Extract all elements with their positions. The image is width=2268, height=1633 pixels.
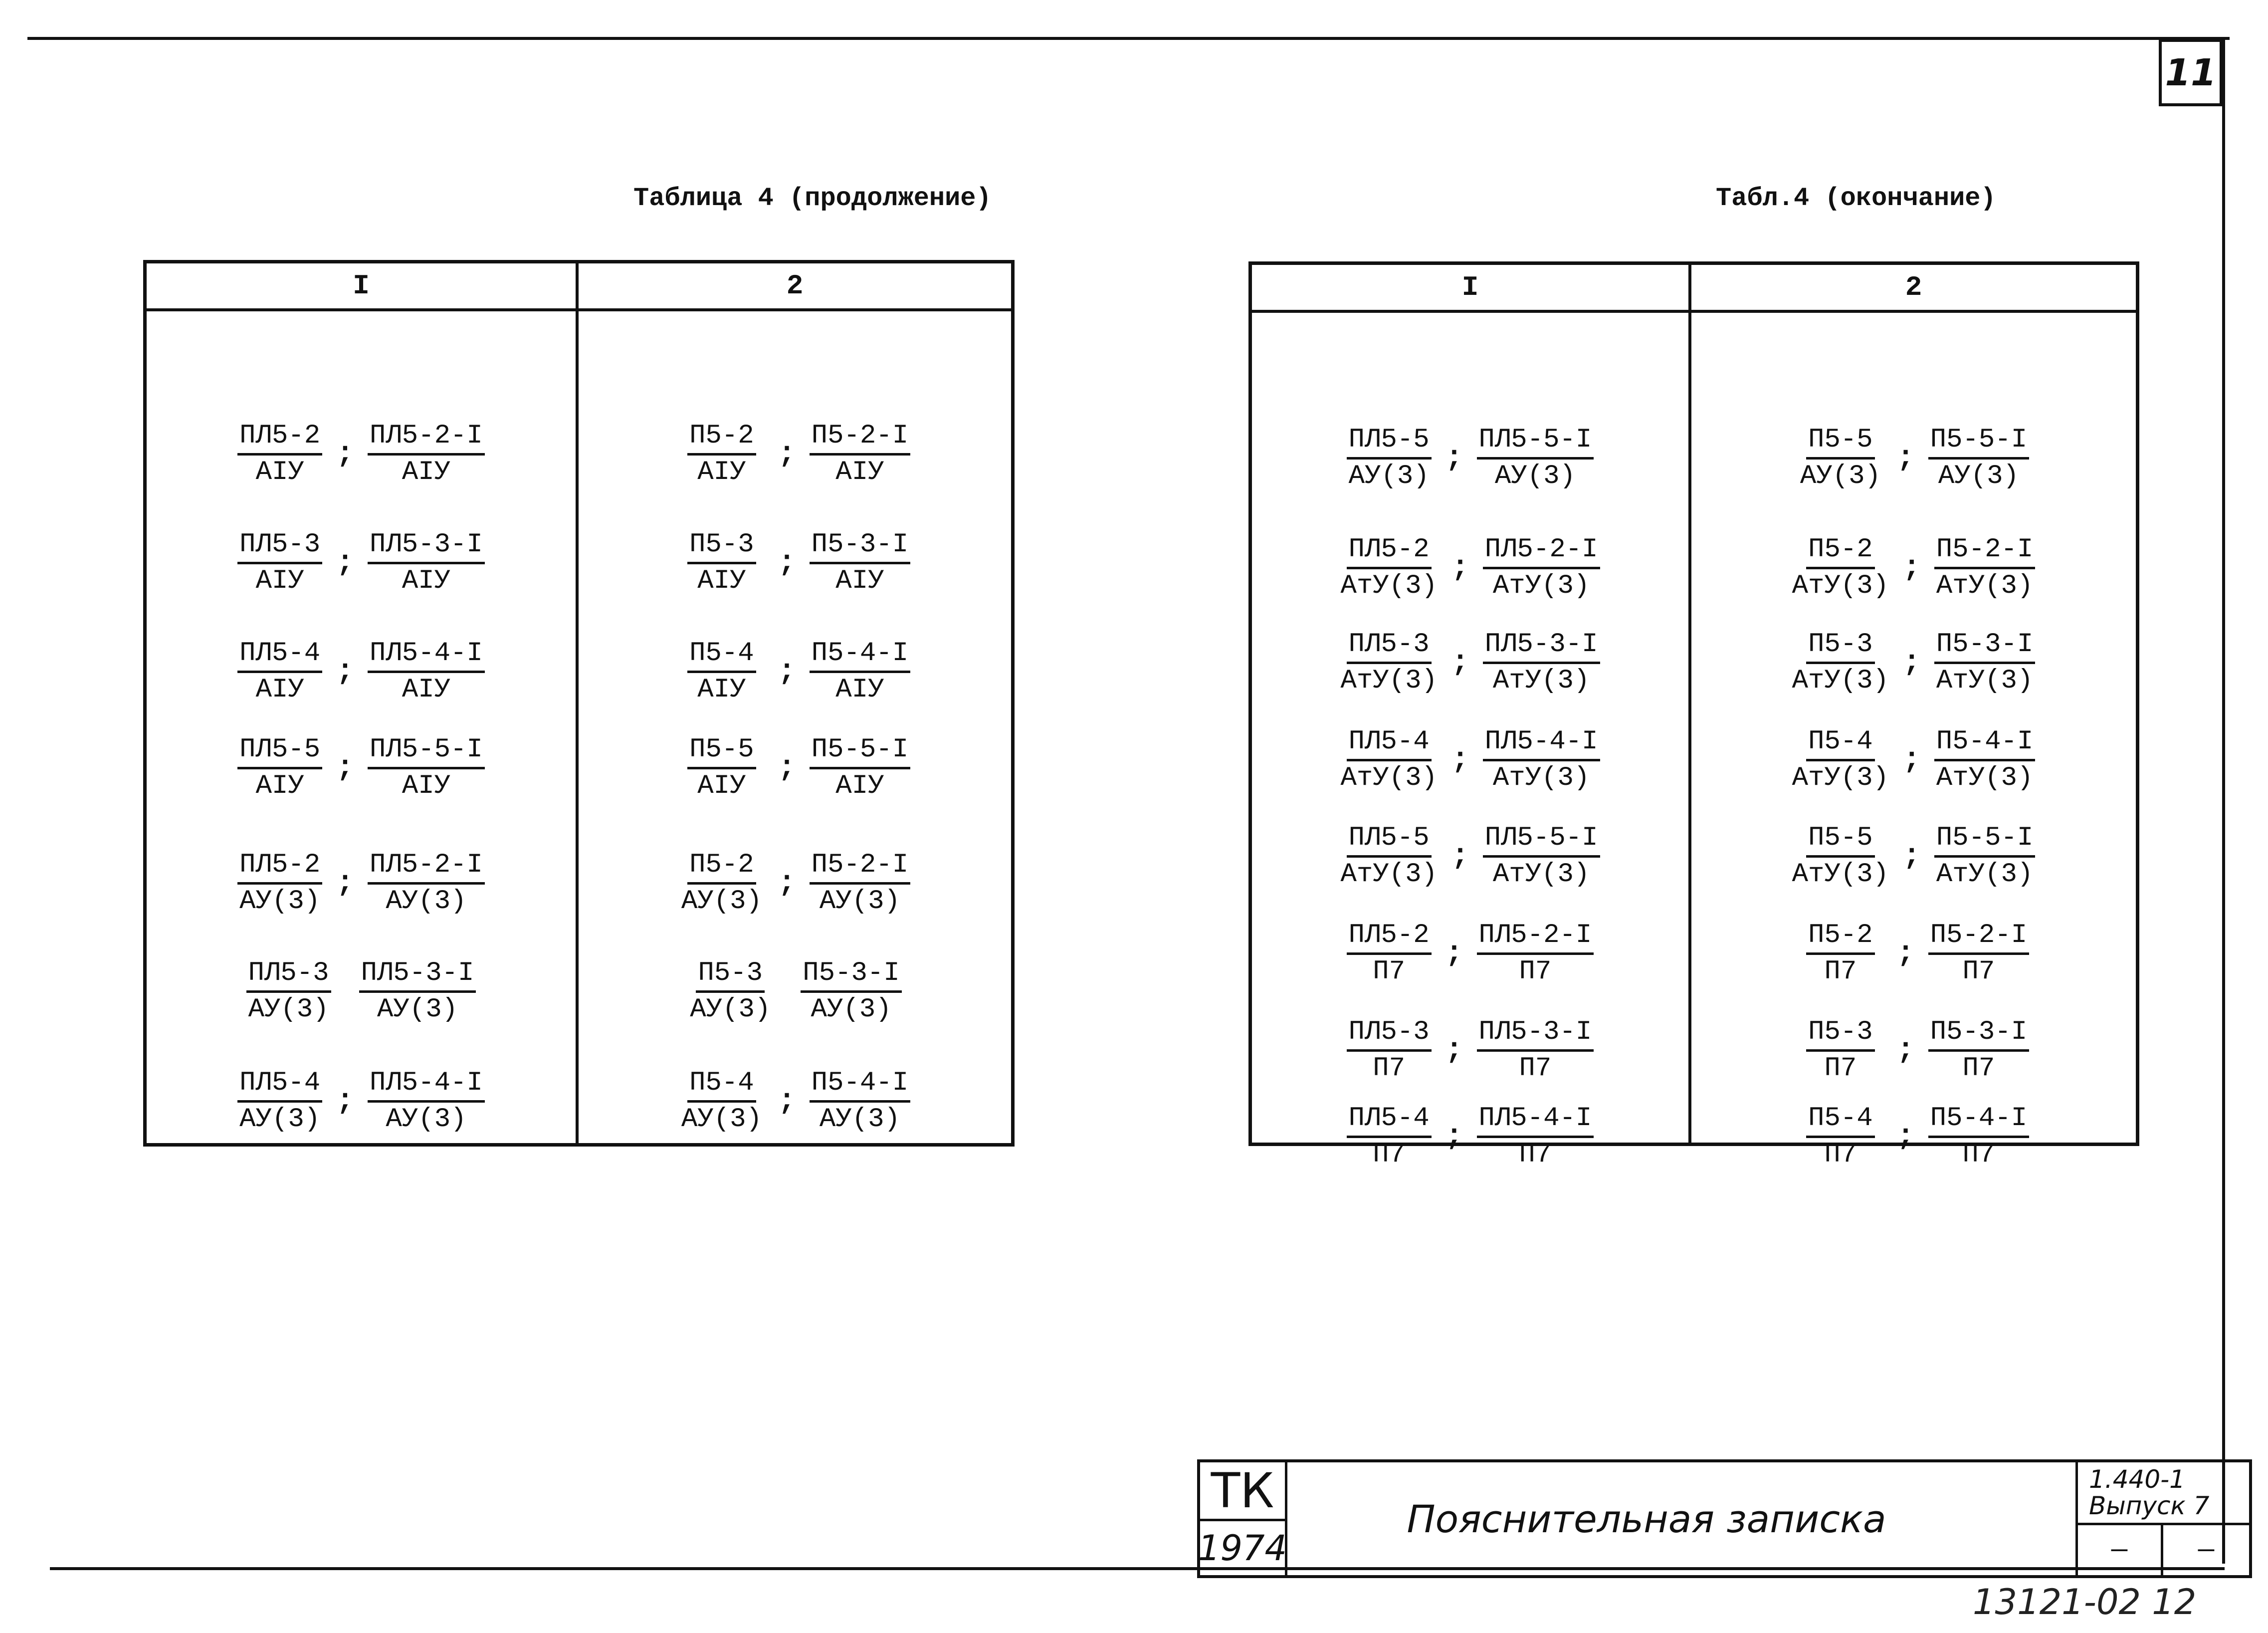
fraction-numerator: П5-3 — [1806, 1017, 1875, 1052]
fraction-denominator: АIУ — [402, 457, 451, 488]
mark-fraction — [1928, 425, 2029, 492]
fraction-numerator: ПЛ5-4 — [1347, 727, 1432, 761]
fraction-denominator: АтУ(3) — [1792, 666, 1889, 697]
mark-fraction — [1483, 535, 1600, 602]
fraction-numerator: ПЛ5-4-I — [368, 1068, 485, 1103]
mark-pair — [1691, 425, 2136, 492]
separator: ; — [1896, 1121, 1914, 1154]
fraction-denominator: П7 — [1962, 1053, 1995, 1084]
mark-pair — [579, 958, 1011, 1025]
separator: ; — [336, 547, 354, 580]
separator: ; — [336, 867, 354, 900]
fraction-numerator: П5-2-I — [810, 850, 910, 885]
fraction-denominator: АIУ — [697, 771, 746, 802]
mark-fraction — [679, 639, 764, 705]
separator: ; — [1896, 937, 1914, 970]
org-stamp: ТК — [1200, 1462, 1287, 1521]
mark-fraction — [1928, 1017, 2029, 1084]
fraction-numerator: П5-5 — [687, 735, 756, 769]
mark-fraction — [1483, 823, 1600, 890]
fraction-numerator: ПЛ5-4 — [237, 1068, 322, 1103]
fraction-numerator: ПЛ5-5-I — [1477, 425, 1594, 460]
mark-pair — [1252, 1017, 1688, 1084]
fraction-numerator: П5-4-I — [1934, 727, 2035, 761]
fraction-numerator: П5-4 — [1806, 727, 1875, 761]
sheet-cell-b: — — [2198, 1535, 2215, 1566]
fraction-denominator: АУ(3) — [386, 1104, 467, 1135]
fraction-denominator: АIУ — [255, 675, 304, 705]
mark-fraction — [1798, 425, 1883, 492]
fraction-denominator: АIУ — [255, 566, 304, 597]
mark-fraction — [810, 639, 910, 705]
fraction-denominator: АIУ — [255, 457, 304, 488]
mark-fraction — [1483, 727, 1600, 794]
fraction-denominator: АтУ(3) — [1936, 666, 2034, 697]
mark-pair — [1691, 1017, 2136, 1084]
fraction-numerator: П5-4-I — [810, 639, 910, 673]
mark-pair — [1691, 823, 2136, 890]
mark-pair — [1691, 727, 2136, 794]
left-table — [143, 260, 1015, 1147]
fraction-numerator: П5-2-I — [1928, 921, 2029, 955]
mark-pair — [1252, 921, 1688, 987]
mark-fraction — [237, 421, 322, 488]
fraction-denominator: АтУ(3) — [1936, 571, 2034, 602]
fraction-denominator: П7 — [1373, 956, 1406, 987]
separator: ; — [336, 656, 354, 689]
mark-fraction — [1347, 1017, 1432, 1084]
fraction-denominator: АIУ — [402, 771, 451, 802]
fraction-denominator: АтУ(3) — [1340, 571, 1438, 602]
fraction-denominator: АтУ(3) — [1792, 571, 1889, 602]
fraction-numerator: ПЛ5-5 — [237, 735, 322, 769]
mark-pair — [1691, 630, 2136, 697]
fraction-numerator: П5-2-I — [1934, 535, 2035, 569]
fraction-denominator: П7 — [1519, 1053, 1552, 1084]
mark-fraction — [810, 530, 910, 597]
document-code: 1.440-1 — [2089, 1465, 2185, 1494]
mark-fraction — [1928, 1104, 2029, 1170]
fraction-denominator: АтУ(3) — [1792, 859, 1889, 890]
mark-fraction — [368, 421, 485, 488]
fraction-denominator: П7 — [1373, 1053, 1406, 1084]
mark-pair — [579, 639, 1011, 705]
mark-fraction — [246, 958, 331, 1025]
right-table-caption: Табл.4 (окончание) — [1716, 184, 1996, 213]
separator: ; — [1445, 442, 1463, 475]
mark-pair — [1691, 1104, 2136, 1170]
fraction-numerator: ПЛ5-4-I — [1483, 727, 1600, 761]
fraction-denominator: АУ(3) — [239, 886, 321, 917]
separator: ; — [1451, 744, 1469, 777]
fraction-numerator: ПЛ5-3-I — [368, 530, 485, 564]
fraction-denominator: АтУ(3) — [1492, 571, 1590, 602]
separator: ; — [1903, 647, 1920, 680]
mark-fraction — [1792, 630, 1889, 697]
year-stamp: 1974 — [1200, 1521, 1287, 1575]
fraction-numerator: ПЛ5-2-I — [368, 421, 485, 456]
fraction-denominator: П7 — [1373, 1140, 1406, 1170]
top-frame-line — [27, 37, 2230, 40]
mark-fraction — [1483, 630, 1600, 697]
mark-fraction — [1934, 535, 2035, 602]
fraction-numerator: ПЛ5-3 — [1347, 1017, 1432, 1052]
fraction-denominator: АтУ(3) — [1340, 859, 1438, 890]
fraction-denominator: АУ(3) — [819, 1104, 900, 1135]
fraction-numerator: ПЛ5-3 — [246, 958, 331, 993]
fraction-numerator: П5-5 — [1806, 425, 1875, 460]
mark-fraction — [368, 1068, 485, 1135]
mark-fraction — [1340, 535, 1437, 602]
code-box — [2075, 1462, 2249, 1525]
mark-fraction — [1792, 727, 1889, 794]
separator: ; — [336, 438, 354, 471]
mark-fraction — [237, 1068, 322, 1135]
mark-fraction — [810, 1068, 910, 1135]
fraction-numerator: ПЛ5-4-I — [1477, 1104, 1594, 1138]
separator: ; — [778, 656, 796, 689]
separator: ; — [1896, 442, 1914, 475]
mark-fraction — [688, 958, 773, 1025]
mark-pair — [579, 421, 1011, 488]
fraction-denominator: АIУ — [835, 771, 884, 802]
fraction-numerator: П5-2 — [1806, 921, 1875, 955]
fraction-denominator: АУ(3) — [248, 994, 329, 1025]
mark-fraction — [368, 639, 485, 705]
separator: ; — [778, 438, 796, 471]
fraction-numerator: ПЛ5-2-I — [1477, 921, 1594, 955]
separator: ; — [1903, 840, 1920, 873]
fraction-numerator: П5-2 — [687, 850, 756, 885]
mark-fraction — [1928, 921, 2029, 987]
mark-pair — [147, 639, 576, 705]
mark-fraction — [1477, 1104, 1594, 1170]
mark-fraction — [368, 735, 485, 802]
fraction-numerator: ПЛ5-3-I — [1483, 630, 1600, 664]
fraction-numerator: П5-3-I — [801, 958, 901, 993]
mark-fraction — [237, 639, 322, 705]
fraction-denominator: П7 — [1962, 1140, 1995, 1170]
mark-fraction — [679, 1068, 764, 1135]
mark-fraction — [1798, 1104, 1883, 1170]
mark-pair — [147, 735, 576, 802]
fraction-denominator: АIУ — [402, 566, 451, 597]
separator: ; — [1451, 647, 1469, 680]
fraction-denominator: АУ(3) — [1938, 461, 2019, 492]
fraction-denominator: АIУ — [697, 566, 746, 597]
mark-fraction — [1347, 1104, 1432, 1170]
document-title: Пояснительная записка — [1407, 1496, 1886, 1541]
mark-fraction — [679, 421, 764, 488]
fraction-denominator: АУ(3) — [386, 886, 467, 917]
fraction-numerator: П5-2-I — [810, 421, 910, 456]
fraction-denominator: АIУ — [835, 457, 884, 488]
fraction-denominator: АУ(3) — [1494, 461, 1576, 492]
sheet-cell-a: — — [2075, 1525, 2163, 1575]
fraction-numerator: ПЛ5-4 — [237, 639, 322, 673]
mark-pair — [1691, 921, 2136, 987]
separator: ; — [1896, 1034, 1914, 1067]
fraction-numerator: П5-2 — [687, 421, 756, 456]
fraction-numerator: ПЛ5-2-I — [1483, 535, 1600, 569]
fraction-denominator: П7 — [1962, 956, 1995, 987]
mark-pair — [579, 1068, 1011, 1135]
fraction-numerator: П5-4-I — [1928, 1104, 2029, 1138]
separator: ; — [336, 1085, 354, 1118]
fraction-denominator: АIУ — [255, 771, 304, 802]
separator: ; — [1451, 840, 1469, 873]
mark-fraction — [1347, 921, 1432, 987]
fraction-numerator: П5-5 — [1806, 823, 1875, 858]
fraction-numerator: П5-3 — [1806, 630, 1875, 664]
separator: ; — [1445, 1034, 1463, 1067]
fraction-denominator: АтУ(3) — [1340, 763, 1438, 794]
fraction-numerator: ПЛ5-5-I — [368, 735, 485, 769]
mark-pair — [147, 958, 576, 1025]
mark-fraction — [810, 850, 910, 917]
mark-fraction — [1477, 1017, 1594, 1084]
mark-fraction — [368, 530, 485, 597]
mark-pair — [579, 735, 1011, 802]
fraction-denominator: АУ(3) — [239, 1104, 321, 1135]
fraction-denominator: П7 — [1824, 956, 1857, 987]
mark-pair — [147, 850, 576, 917]
separator: ; — [1903, 552, 1920, 585]
title-block — [1197, 1459, 2252, 1578]
separator: ; — [778, 1085, 796, 1118]
separator: ; — [778, 547, 796, 580]
mark-pair — [1252, 425, 1688, 492]
mark-fraction — [1792, 823, 1889, 890]
fraction-denominator: АтУ(3) — [1492, 859, 1590, 890]
left-table-caption: Таблица 4 (продолжение) — [633, 184, 992, 213]
fraction-numerator: ПЛ5-2 — [1347, 535, 1432, 569]
fraction-denominator: АIУ — [835, 675, 884, 705]
mark-fraction — [1798, 1017, 1883, 1084]
fraction-numerator: П5-4 — [687, 1068, 756, 1103]
fraction-denominator: АтУ(3) — [1936, 859, 2034, 890]
fraction-denominator: АУ(3) — [681, 1104, 762, 1135]
fraction-denominator: АIУ — [402, 675, 451, 705]
left-table-col-2 — [576, 263, 1011, 1143]
issue-number: Выпуск 7 — [2089, 1491, 2210, 1520]
fraction-denominator: АУ(3) — [811, 994, 892, 1025]
fraction-numerator: ПЛ5-2 — [237, 850, 322, 885]
right-frame-line — [2222, 37, 2225, 1564]
mark-pair — [1252, 630, 1688, 697]
separator: ; — [1903, 744, 1920, 777]
right-table-col-2 — [1688, 265, 2136, 1170]
mark-pair — [1252, 535, 1688, 602]
mark-fraction — [237, 735, 322, 802]
fraction-numerator: П5-4 — [1806, 1104, 1875, 1138]
fraction-denominator: АтУ(3) — [1936, 763, 2034, 794]
separator: ; — [1445, 937, 1463, 970]
right-table-col-1 — [1252, 265, 1688, 1170]
fraction-numerator: П5-3 — [696, 958, 765, 993]
mark-fraction — [810, 735, 910, 802]
left-table-col-1 — [147, 263, 576, 1143]
fraction-denominator: АIУ — [697, 457, 746, 488]
fraction-numerator: П5-5-I — [1928, 425, 2029, 460]
mark-fraction — [1934, 823, 2035, 890]
fraction-denominator: АтУ(3) — [1492, 666, 1590, 697]
mark-fraction — [1347, 425, 1432, 492]
mark-fraction — [1477, 921, 1594, 987]
mark-pair — [1252, 823, 1688, 890]
fraction-numerator: ПЛ5-3 — [1347, 630, 1432, 664]
fraction-denominator: АIУ — [697, 675, 746, 705]
column-header: 2 — [579, 263, 1011, 311]
mark-fraction — [1792, 535, 1889, 602]
mark-fraction — [368, 850, 485, 917]
mark-fraction — [1934, 630, 2035, 697]
mark-fraction — [679, 530, 764, 597]
fraction-numerator: П5-5-I — [1934, 823, 2035, 858]
mark-fraction — [810, 421, 910, 488]
fraction-numerator: ПЛ5-5-I — [1483, 823, 1600, 858]
fraction-denominator: АIУ — [835, 566, 884, 597]
mark-fraction — [1340, 727, 1437, 794]
fraction-denominator: П7 — [1824, 1053, 1857, 1084]
mark-pair — [1252, 1104, 1688, 1170]
fraction-numerator: П5-3-I — [1934, 630, 2035, 664]
mark-fraction — [679, 735, 764, 802]
mark-pair — [147, 421, 576, 488]
fraction-denominator: АтУ(3) — [1792, 763, 1889, 794]
mark-pair — [147, 530, 576, 597]
mark-fraction — [1340, 630, 1437, 697]
fraction-numerator: ПЛ5-3-I — [359, 958, 476, 993]
fraction-numerator: ПЛ5-2 — [237, 421, 322, 456]
fraction-numerator: П5-3 — [687, 530, 756, 564]
fraction-denominator: АтУ(3) — [1492, 763, 1590, 794]
mark-pair — [1252, 727, 1688, 794]
mark-fraction — [1798, 921, 1883, 987]
mark-fraction — [801, 958, 901, 1025]
separator: ; — [1451, 552, 1469, 585]
page-number: 11 — [2159, 39, 2223, 106]
mark-fraction — [1340, 823, 1437, 890]
fraction-numerator: ПЛ5-4-I — [368, 639, 485, 673]
mark-fraction — [359, 958, 476, 1025]
separator: ; — [778, 867, 796, 900]
fraction-numerator: П5-3-I — [1928, 1017, 2029, 1052]
fraction-denominator: АтУ(3) — [1340, 666, 1438, 697]
separator: ; — [336, 752, 354, 785]
fraction-denominator: АУ(3) — [819, 886, 900, 917]
fraction-denominator: АУ(3) — [377, 994, 458, 1025]
fraction-numerator: П5-5-I — [810, 735, 910, 769]
mark-pair — [1691, 535, 2136, 602]
fraction-denominator: АУ(3) — [690, 994, 771, 1025]
mark-fraction — [679, 850, 764, 917]
fraction-numerator: П5-4-I — [810, 1068, 910, 1103]
fraction-numerator: П5-4 — [687, 639, 756, 673]
separator: ; — [778, 752, 796, 785]
mark-fraction — [237, 530, 322, 597]
right-table — [1248, 261, 2139, 1170]
fraction-numerator: ПЛ5-2-I — [368, 850, 485, 885]
mark-pair — [579, 850, 1011, 917]
archive-number: 13121-02 12 — [1973, 1582, 2197, 1623]
fraction-denominator: АУ(3) — [1800, 461, 1881, 492]
fraction-numerator: ПЛ5-5 — [1347, 425, 1432, 460]
fraction-numerator: ПЛ5-3 — [237, 530, 322, 564]
fraction-numerator: ПЛ5-4 — [1347, 1104, 1432, 1138]
column-header: I — [1252, 265, 1688, 313]
fraction-denominator: П7 — [1824, 1140, 1857, 1170]
fraction-denominator: П7 — [1519, 1140, 1552, 1170]
fraction-numerator: ПЛ5-2 — [1347, 921, 1432, 955]
fraction-denominator: АУ(3) — [681, 886, 762, 917]
fraction-denominator: АУ(3) — [1348, 461, 1430, 492]
fraction-numerator: П5-3-I — [810, 530, 910, 564]
mark-fraction — [237, 850, 322, 917]
fraction-numerator: ПЛ5-5 — [1347, 823, 1432, 858]
fraction-denominator: П7 — [1519, 956, 1552, 987]
mark-fraction — [1477, 425, 1594, 492]
mark-pair — [147, 1068, 576, 1135]
column-header: I — [147, 263, 576, 311]
mark-fraction — [1934, 727, 2035, 794]
column-header: 2 — [1691, 265, 2136, 313]
fraction-numerator: ПЛ5-3-I — [1477, 1017, 1594, 1052]
fraction-numerator: П5-2 — [1806, 535, 1875, 569]
mark-pair — [579, 530, 1011, 597]
separator: ; — [1445, 1121, 1463, 1154]
